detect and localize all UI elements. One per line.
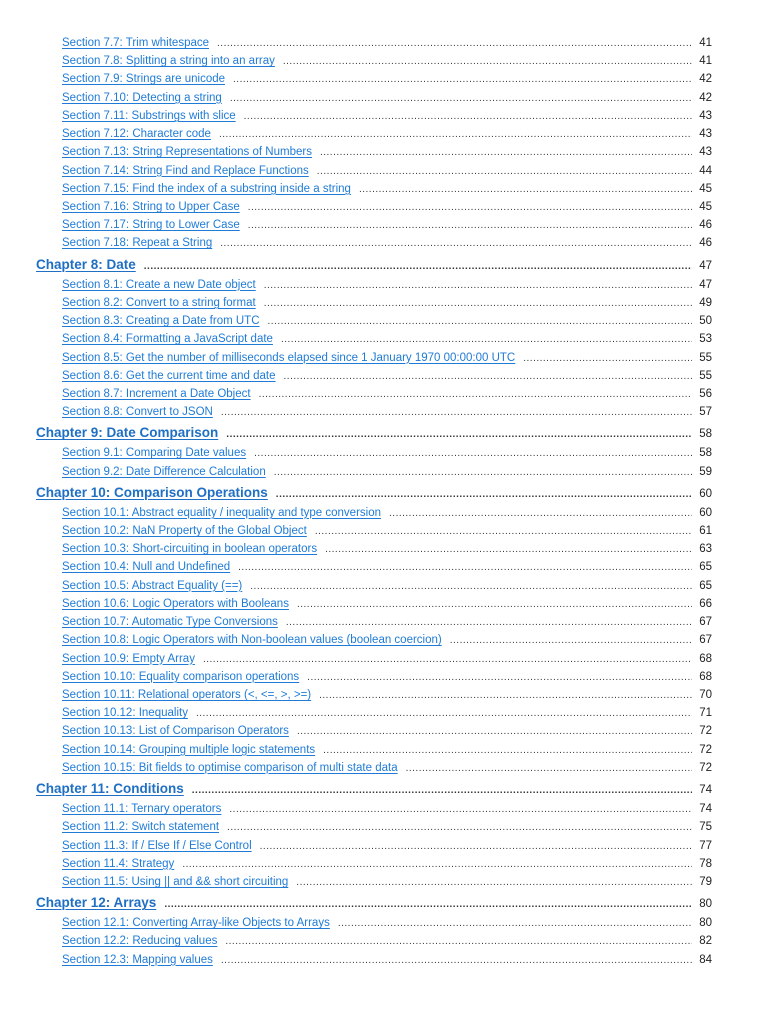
toc-section-link[interactable]: Section 8.8: Convert to JSON xyxy=(62,406,213,419)
toc-section-row xyxy=(0,385,768,403)
page-number: 68 xyxy=(699,652,712,665)
dot-leader xyxy=(164,900,692,910)
dot-leader xyxy=(196,709,692,719)
dot-leader xyxy=(254,449,692,459)
dot-leader xyxy=(276,490,692,500)
toc-section-row xyxy=(0,595,768,613)
dot-leader xyxy=(220,239,692,249)
dot-leader xyxy=(325,545,692,555)
toc-chapter-row xyxy=(0,482,768,504)
page-number: 78 xyxy=(699,857,712,870)
toc-section-link[interactable]: Section 10.4: Null and Undefined xyxy=(62,561,231,574)
page-number: 65 xyxy=(699,579,712,592)
page-number: 63 xyxy=(699,543,712,556)
page-number: 50 xyxy=(699,315,712,328)
toc-chapter-link[interactable]: Chapter 11: Conditions xyxy=(36,781,184,797)
page-number: 82 xyxy=(699,935,712,948)
toc-section-link[interactable]: Section 8.4: Formatting a JavaScript date xyxy=(62,333,273,346)
toc-chapter-link[interactable]: Chapter 9: Date Comparison xyxy=(36,425,219,441)
toc-section-link[interactable]: Section 10.10: Equality comparison operations xyxy=(62,670,300,683)
toc-section-row xyxy=(0,70,768,88)
toc-section-row xyxy=(0,367,768,385)
toc-section-link[interactable]: Section 10.14: Grouping multiple logic statements xyxy=(62,743,316,756)
toc-section-link[interactable]: Section 7.15: Find the index of a substring inside a string xyxy=(62,182,351,195)
toc-section-link[interactable]: Section 10.8: Logic Operators with Non-boolean values (boolean coercion) xyxy=(62,634,442,647)
toc-section-row xyxy=(0,759,768,777)
page-number: 58 xyxy=(699,428,712,441)
page-number: 49 xyxy=(699,296,712,309)
toc-section-row xyxy=(0,914,768,932)
toc-section-row xyxy=(0,125,768,143)
toc-chapter-row xyxy=(0,254,768,276)
toc-section-link[interactable]: Section 8.2: Convert to a string format xyxy=(62,296,256,309)
toc-section-row xyxy=(0,668,768,686)
toc-section-row xyxy=(0,722,768,740)
toc-section-link[interactable]: Section 10.11: Relational operators (<, <=, >, >=) xyxy=(62,689,312,701)
toc-section-link[interactable]: Section 7.17: String to Lower Case xyxy=(62,219,240,232)
dot-leader xyxy=(268,317,693,327)
page-number: 59 xyxy=(699,465,712,478)
page-number: 53 xyxy=(699,333,712,346)
dot-leader xyxy=(227,823,692,833)
page-number: 75 xyxy=(699,821,712,834)
page-number: 57 xyxy=(699,406,712,419)
page-number: 43 xyxy=(699,128,712,141)
toc-section-row xyxy=(0,837,768,855)
toc-section-row xyxy=(0,349,768,367)
toc-section-row xyxy=(0,932,768,950)
page-number: 72 xyxy=(699,761,712,774)
page-number: 80 xyxy=(699,898,712,911)
page-number: 56 xyxy=(699,387,712,400)
toc-section-link[interactable]: Section 7.11: Substrings with slice xyxy=(62,109,236,122)
toc-section-row xyxy=(0,276,768,294)
dot-leader xyxy=(359,185,692,195)
page-number: 79 xyxy=(699,875,712,888)
dot-leader xyxy=(144,262,692,272)
toc-section-link[interactable]: Section 11.1: Ternary operators xyxy=(62,803,222,816)
toc-section-link[interactable]: Section 10.12: Inequality xyxy=(62,707,188,720)
page-number: 45 xyxy=(699,182,712,195)
toc-section-row xyxy=(0,704,768,722)
toc-section-link[interactable]: Section 8.1: Create a new Date object xyxy=(62,278,256,291)
page-number: 44 xyxy=(699,164,712,177)
page-number: 71 xyxy=(699,707,712,720)
page-number: 68 xyxy=(699,670,712,683)
page-number: 55 xyxy=(699,351,712,364)
page-number: 67 xyxy=(699,616,712,629)
toc-section-row xyxy=(0,34,768,52)
toc-chapter-row xyxy=(0,422,768,444)
dot-leader xyxy=(250,582,692,592)
toc-section-row xyxy=(0,800,768,818)
toc-section-row xyxy=(0,52,768,70)
toc-section-link[interactable]: Section 10.15: Bit fields to optimise comparison of multi state data xyxy=(62,761,398,774)
toc-section-row xyxy=(0,162,768,180)
dot-leader xyxy=(286,618,692,628)
toc-section-row xyxy=(0,444,768,462)
dot-leader xyxy=(389,509,692,519)
toc-section-link[interactable]: Section 7.18: Repeat a String xyxy=(62,237,213,250)
toc-section-row xyxy=(0,741,768,759)
toc-chapter-row xyxy=(0,892,768,914)
toc-section-link[interactable]: Section 11.5: Using || and && short circuiting xyxy=(62,875,289,888)
toc-section-link[interactable]: Section 7.13: String Representations of Numbers xyxy=(62,146,312,159)
toc-section-row xyxy=(0,463,768,481)
toc-section-link[interactable]: Section 7.8: Splitting a string into an array xyxy=(62,55,275,68)
toc-section-row xyxy=(0,613,768,631)
dot-leader xyxy=(248,221,692,231)
toc-section-row xyxy=(0,143,768,161)
dot-leader xyxy=(203,655,692,665)
toc-section-link[interactable]: Section 8.5: Get the number of milliseconds elapsed since 1 January 1970 00:00:00 UTC xyxy=(62,351,516,364)
toc-section-row xyxy=(0,198,768,216)
toc-section-row xyxy=(0,216,768,234)
page-number: 70 xyxy=(699,689,712,701)
page-number: 45 xyxy=(699,200,712,213)
dot-leader xyxy=(283,57,692,67)
toc-section-link[interactable]: Section 12.1: Converting Array-like Objects to Arrays xyxy=(62,917,330,930)
toc-section-link[interactable]: Section 11.2: Switch statement xyxy=(62,821,220,834)
toc-section-link[interactable]: Section 11.4: Strategy xyxy=(62,857,175,870)
page-number: 74 xyxy=(699,803,712,816)
toc-section-row xyxy=(0,631,768,649)
dot-leader xyxy=(281,335,692,345)
toc-section-link[interactable]: Section 8.6: Get the current time and date xyxy=(62,369,276,382)
dot-leader xyxy=(307,673,692,683)
toc-section-row xyxy=(0,294,768,312)
dot-leader xyxy=(264,299,692,309)
dot-leader xyxy=(274,468,692,478)
dot-leader xyxy=(259,390,692,400)
page-number: 72 xyxy=(699,725,712,738)
dot-leader xyxy=(238,563,692,573)
toc-section-link[interactable]: Section 7.9: Strings are unicode xyxy=(62,73,226,86)
toc-chapter-link[interactable]: Chapter 12: Arrays xyxy=(36,895,157,911)
toc-section-row xyxy=(0,855,768,873)
page-number: 46 xyxy=(699,219,712,232)
page-number: 60 xyxy=(699,487,712,500)
page-number: 65 xyxy=(699,561,712,574)
toc-section-row xyxy=(0,650,768,668)
dot-leader xyxy=(192,786,692,796)
page-number: 42 xyxy=(699,91,712,104)
dot-leader xyxy=(338,919,692,929)
dot-leader xyxy=(317,167,692,177)
dot-leader xyxy=(217,39,692,49)
page-number: 61 xyxy=(699,525,712,538)
toc-section-link[interactable]: Section 8.3: Creating a Date from UTC xyxy=(62,315,260,328)
toc-section-link[interactable]: Section 9.2: Date Difference Calculation xyxy=(62,465,266,478)
page-number: 74 xyxy=(699,784,712,797)
toc-section-row xyxy=(0,234,768,252)
dot-leader xyxy=(297,727,692,737)
toc-section-link[interactable]: Section 10.6: Logic Operators with Booleans xyxy=(62,597,289,610)
page-number: 41 xyxy=(699,55,712,68)
toc-chapter-row xyxy=(0,778,768,800)
page-number: 67 xyxy=(699,634,712,647)
toc-section-link[interactable]: Section 10.13: List of Comparison Operators xyxy=(62,725,289,738)
toc-chapter-link[interactable]: Chapter 10: Comparison Operations xyxy=(36,484,268,500)
toc-section-link[interactable]: Section 10.2: NaN Property of the Global Object xyxy=(62,525,307,538)
toc-section-row xyxy=(0,180,768,198)
toc-section-link[interactable]: Section 11.3: If / Else If / Else Control xyxy=(62,839,252,852)
dot-leader xyxy=(323,746,692,756)
toc-section-row xyxy=(0,522,768,540)
toc-section-link[interactable]: Section 10.7: Automatic Type Conversions xyxy=(62,616,278,629)
dot-leader xyxy=(219,130,692,140)
page-number: 80 xyxy=(699,917,712,930)
page-number: 72 xyxy=(699,743,712,756)
toc-section-link[interactable]: Section 10.9: Empty Array xyxy=(62,652,195,665)
toc-section-link[interactable]: Section 7.10: Detecting a string xyxy=(62,91,222,104)
dot-leader xyxy=(319,691,692,701)
toc-section-link[interactable]: Section 7.12: Character code xyxy=(62,128,211,141)
toc-section-link[interactable]: Section 10.3: Short-circuiting in boolean operators xyxy=(62,543,318,556)
dot-leader xyxy=(406,764,692,774)
page-number: 47 xyxy=(699,259,712,272)
page-number: 47 xyxy=(699,278,712,291)
dot-leader xyxy=(450,636,692,646)
toc-section-row xyxy=(0,951,768,969)
page-number: 41 xyxy=(699,37,712,49)
page-number: 58 xyxy=(699,447,712,460)
dot-leader xyxy=(264,281,692,291)
dot-leader xyxy=(320,148,692,158)
dot-leader xyxy=(296,878,692,888)
dot-leader xyxy=(225,937,692,947)
page-number: 55 xyxy=(699,369,712,382)
toc-section-row xyxy=(0,403,768,421)
dot-leader xyxy=(523,354,692,364)
toc-section-row xyxy=(0,577,768,595)
toc-section-link[interactable]: Section 12.3: Mapping values xyxy=(62,953,213,966)
dot-leader xyxy=(297,600,692,610)
toc-section-link[interactable]: Section 10.5: Abstract Equality (==) xyxy=(62,579,243,592)
toc-section-link[interactable]: Section 7.14: String Find and Replace Functions xyxy=(62,164,309,177)
toc-section-row xyxy=(0,107,768,125)
toc-chapter-link[interactable]: Chapter 8: Date xyxy=(36,256,136,272)
page-number: 46 xyxy=(699,237,712,250)
toc-section-row xyxy=(0,686,768,704)
toc-section-row xyxy=(0,312,768,330)
table-of-contents xyxy=(0,34,768,969)
dot-leader xyxy=(244,112,692,122)
toc-section-link[interactable]: Section 7.7: Trim whitespace xyxy=(62,37,210,49)
page-number: 77 xyxy=(699,839,712,852)
toc-section-link[interactable]: Section 8.7: Increment a Date Object xyxy=(62,387,251,400)
toc-section-row xyxy=(0,558,768,576)
page-number: 60 xyxy=(699,506,712,519)
page-number: 43 xyxy=(699,109,712,122)
toc-section-link[interactable]: Section 12.2: Reducing values xyxy=(62,935,218,948)
toc-section-row xyxy=(0,873,768,891)
toc-section-row xyxy=(0,540,768,558)
toc-section-row xyxy=(0,504,768,522)
dot-leader xyxy=(233,75,692,85)
dot-leader xyxy=(315,527,692,537)
page-number: 43 xyxy=(699,146,712,159)
dot-leader xyxy=(221,408,692,418)
dot-leader xyxy=(230,94,692,104)
dot-leader xyxy=(182,860,692,870)
toc-section-row xyxy=(0,330,768,348)
toc-section-row xyxy=(0,89,768,107)
toc-section-link[interactable]: Section 7.16: String to Upper Case xyxy=(62,200,240,213)
page-number: 66 xyxy=(699,597,712,610)
page-number: 42 xyxy=(699,73,712,86)
toc-section-row xyxy=(0,818,768,836)
dot-leader xyxy=(221,956,692,966)
toc-section-link[interactable]: Section 9.1: Comparing Date values xyxy=(62,447,247,460)
dot-leader xyxy=(284,372,692,382)
dot-leader xyxy=(229,805,692,815)
toc-section-link[interactable]: Section 10.1: Abstract equality / inequality and type conversion xyxy=(62,506,382,519)
dot-leader xyxy=(248,203,692,213)
page-number: 84 xyxy=(699,953,712,966)
dot-leader xyxy=(260,842,692,852)
dot-leader xyxy=(226,430,692,440)
